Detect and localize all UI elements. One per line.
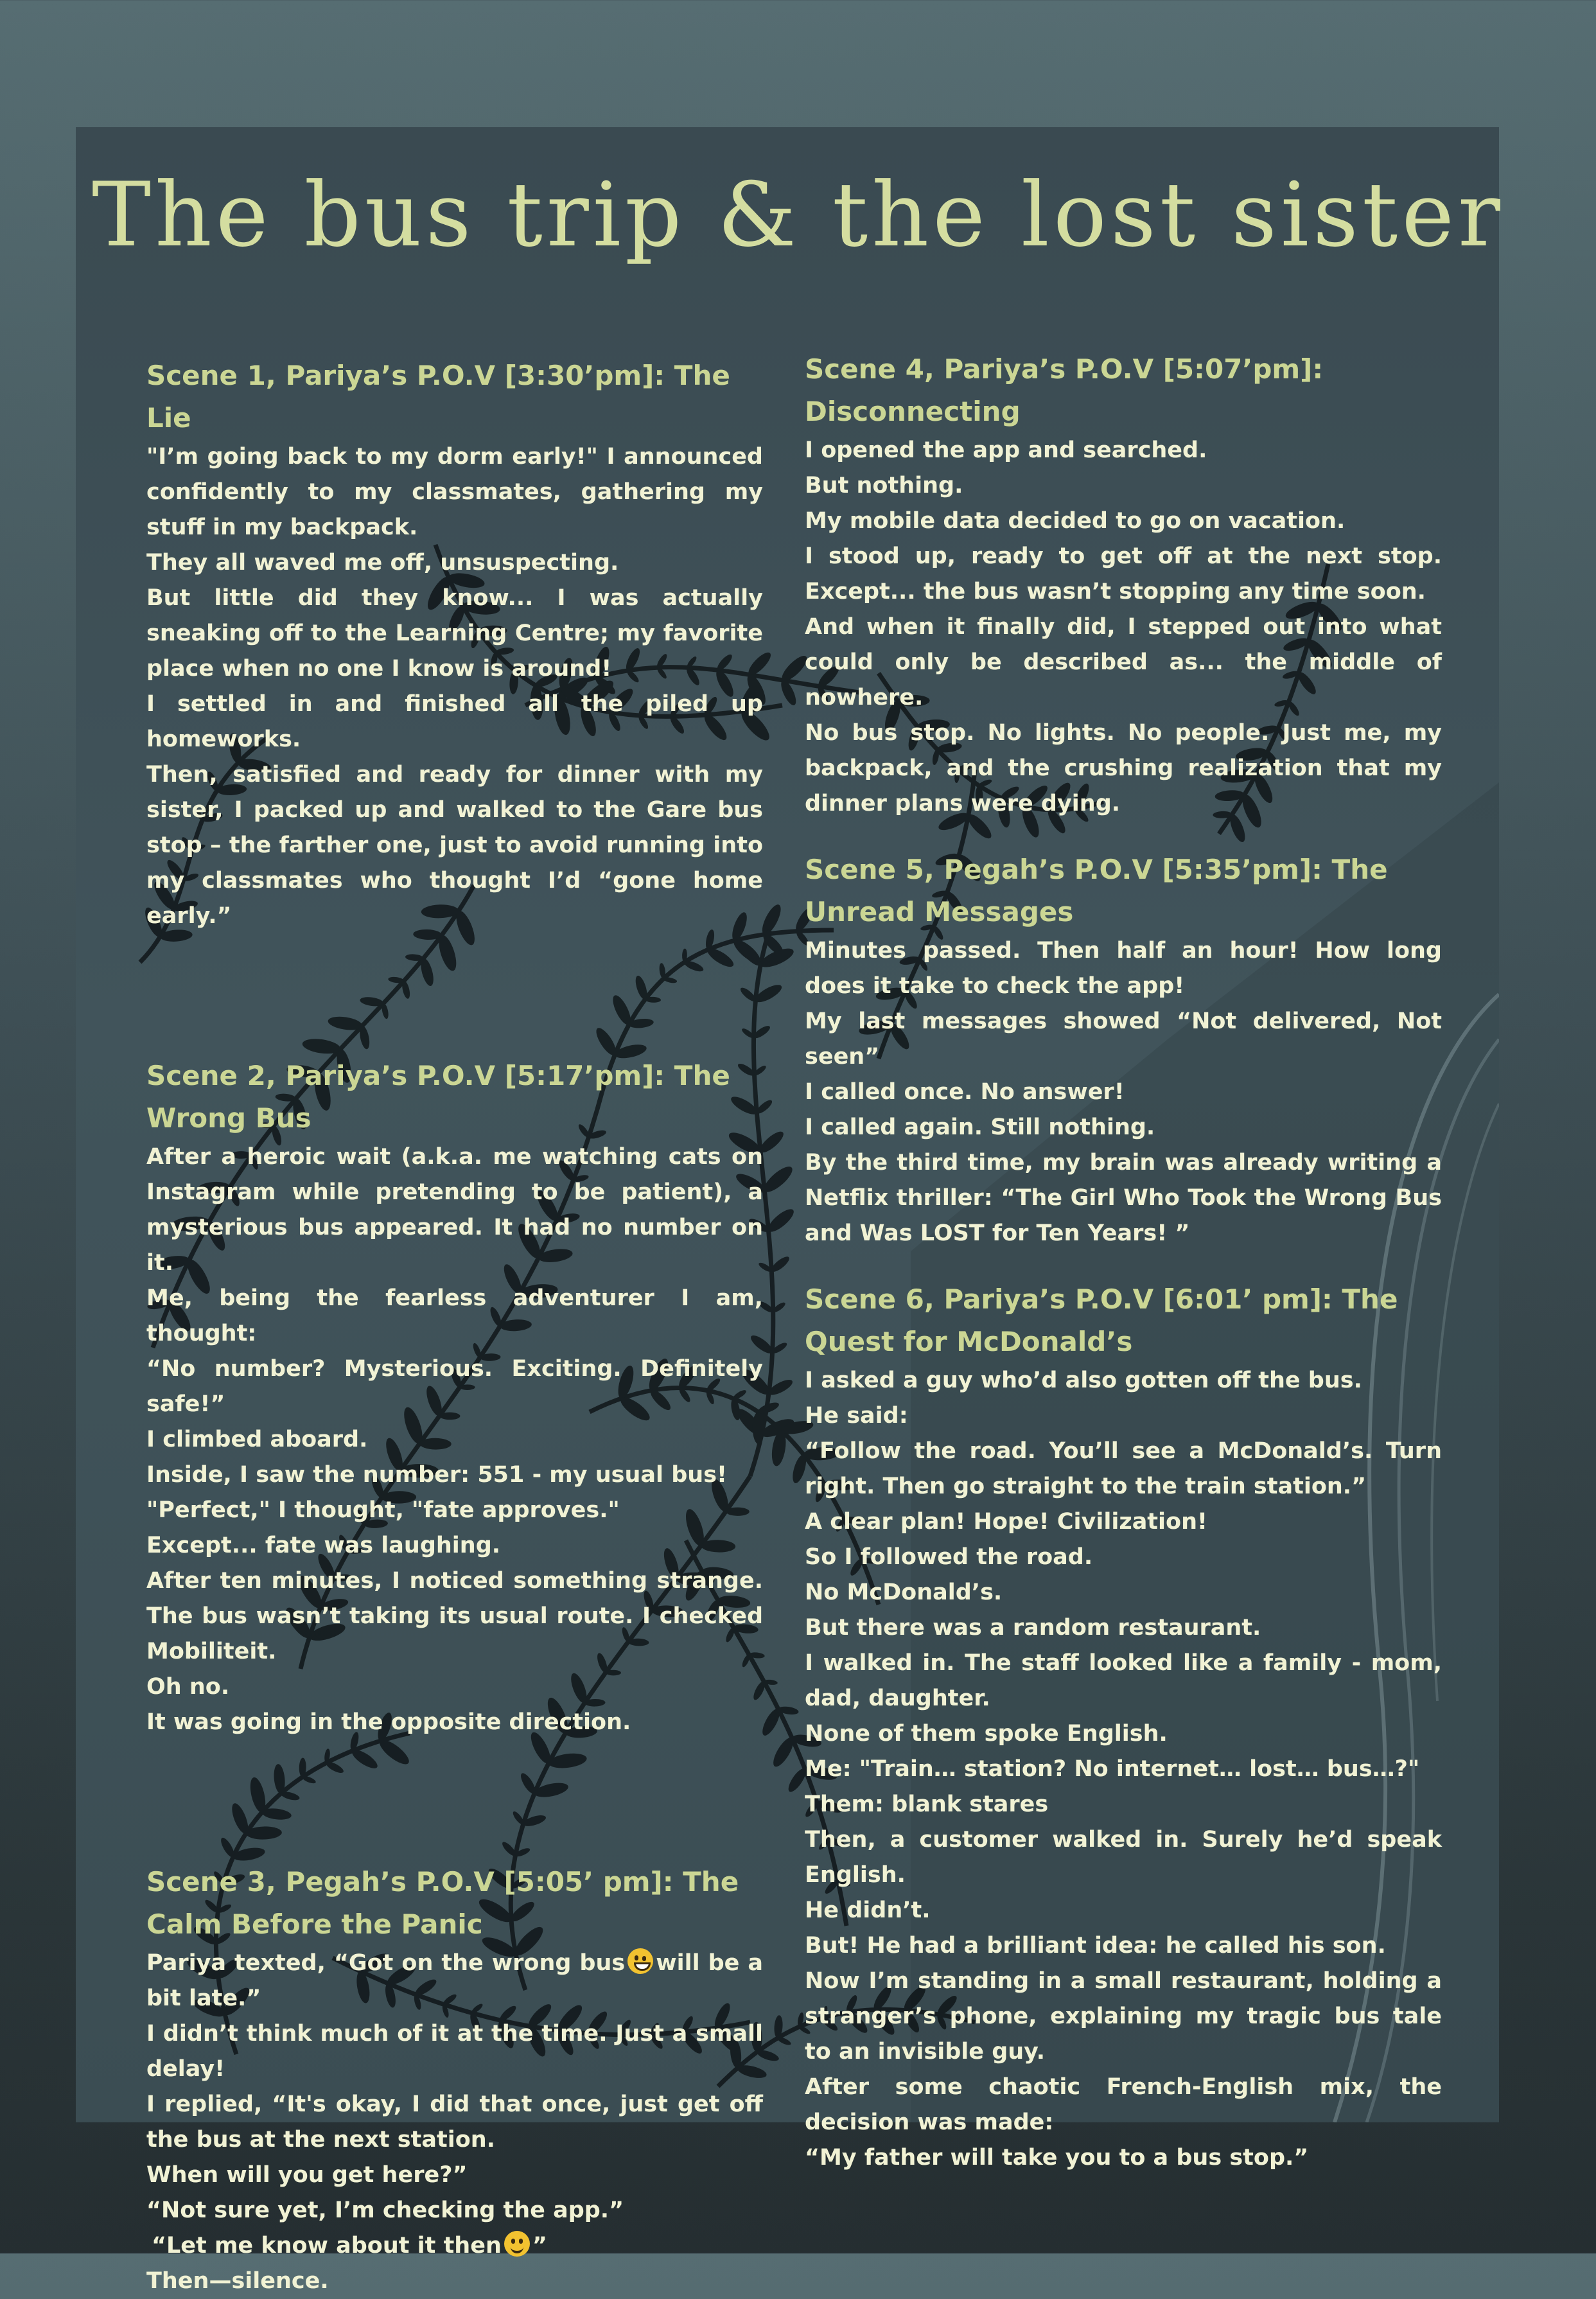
story-line: “Follow the road. You’ll see a McDonald’s. Turn right. Then go straight to the train station.” (805, 1438, 1442, 1499)
story-line: Minutes passed. Then half an hour! How long does it take to check the app! (805, 938, 1442, 999)
story-line: After a heroic wait (a.k.a. me watching cats on Instagram while pretending to be patient), a mysterious bus appeared. It had no number on it. (146, 1144, 763, 1276)
story-line: But nothing. (805, 473, 963, 498)
story-line: After some chaotic French-English mix, the decision was made: (805, 2074, 1442, 2135)
story-line: Except... fate was laughing. (146, 1533, 501, 1558)
scene-3 (146, 1861, 763, 2299)
scene-heading: Scene 6, Pariya’s P.O.V [6:01’ pm]: The Quest for McDonald’s (805, 1283, 1398, 1357)
story-line: And when it finally did, I stepped out into what could only be described as... the middle of nowhere. (805, 614, 1442, 710)
story-line: Then, satisfied and ready for dinner with my sister, I packed up and walked to the Gare bus stop – the farther one, just to avoid running into my classmates who thought I’d “gone home early.” (146, 762, 763, 929)
story-line: I called once. No answer! (805, 1079, 1125, 1105)
story-line: “No number? Mysterious. Exciting. Definitely safe!” (146, 1356, 763, 1417)
story-line: I settled in and finished all the piled up homeworks. (146, 691, 763, 752)
scene-heading: Scene 3, Pegah’s P.O.V [5:05’ pm]: The Calm Before the Panic (146, 1866, 739, 1940)
story-line: “My father will take you to a bus stop.” (805, 2145, 1309, 2171)
story-line: None of them spoke English. (805, 1721, 1168, 1747)
story-line: I asked a guy who’d also gotten off the bus. (805, 1368, 1362, 1393)
grinning-sweat-emoji-icon (627, 1948, 653, 1974)
story-line: After ten minutes, I noticed something strange. The bus wasn’t taking its usual route. I checked Mobiliteit. (146, 1568, 763, 1664)
story-line: I walked in. The staff looked like a family - mom, dad, daughter. (805, 1650, 1442, 1711)
story-line: But there was a random restaurant. (805, 1615, 1261, 1641)
page-title: The bus trip & the lost sister (92, 163, 1504, 267)
story-line: "Perfect," I thought, "fate approves." (146, 1497, 620, 1523)
story-line: Then—silence. (146, 2268, 329, 2294)
story-line: Me, being the fearless adventurer I am, thought: (146, 1285, 763, 1346)
scene-1 (146, 355, 763, 934)
story-line: "I’m going back to my dorm early!" I announced confidently to my classmates, gathering my stuff in my backpack. (146, 444, 763, 540)
scene-heading: Scene 5, Pegah’s P.O.V [5:35’pm]: The Unread Messages (805, 854, 1388, 928)
story-text: ” (532, 2233, 547, 2259)
story-line: I didn’t think much of it at the time. Just a small delay! (146, 2021, 763, 2082)
story-line: They all waved me off, unsuspecting. (146, 550, 619, 576)
scene-5 (805, 849, 1442, 1251)
story-line: He said: (805, 1403, 908, 1429)
story-line: When will you get here?” (146, 2162, 468, 2188)
scene-heading: Scene 4, Pariya’s P.O.V [5:07’pm]: Disconnecting (805, 353, 1324, 427)
scene-heading: Scene 2, Pariya’s P.O.V [5:17’pm]: The Wrong Bus (146, 1060, 730, 1134)
story-line: I climbed aboard. (146, 1427, 368, 1452)
story-line: My mobile data decided to go on vacation. (805, 508, 1346, 534)
story-line: By the third time, my brain was already writing a Netflix thriller: “The Girl Who Took the Wrong Bus and Was LOST for Ten Years! ” (805, 1150, 1442, 1246)
story-line (146, 1946, 763, 2016)
story-line: No bus stop. No lights. No people. Just me, my backpack, and the crushing realization that my dinner plans were dying. (805, 720, 1442, 816)
story-line: “Not sure yet, I’m checking the app.” (146, 2198, 624, 2223)
story-line: A clear plan! Hope! Civilization! (805, 1509, 1207, 1535)
story-line (146, 2228, 763, 2264)
scene-2 (146, 1055, 763, 1740)
story-line: It was going in the opposite direction. (146, 1709, 631, 1735)
story-line: He didn’t. (805, 1898, 931, 1923)
story-line: I opened the app and searched. (805, 437, 1207, 463)
story-line: I called again. Still nothing. (805, 1114, 1155, 1140)
right-column (805, 348, 1442, 2176)
story-line: Inside, I saw the number: 551 - my usual bus! (146, 1462, 727, 1488)
story-line: No McDonald’s. (805, 1580, 1003, 1605)
scene-6 (805, 1278, 1442, 2176)
scene-4 (805, 348, 1442, 822)
story-text: “Let me know about it then (152, 2233, 502, 2259)
story-line: So I followed the road. (805, 1544, 1093, 1570)
story-line: I replied, “It's okay, I did that once, just get off the bus at the next station. (146, 2092, 763, 2153)
story-line: Oh no. (146, 1674, 230, 1700)
story-line: I stood up, ready to get off at the next stop. Except... the bus wasn’t stopping any time soon. (805, 543, 1442, 604)
story-line: Me: "Train… station? No internet… lost… bus…?" (805, 1756, 1420, 1782)
left-column (146, 355, 763, 2299)
story-text: will be a bit late.” (146, 1950, 763, 2011)
scene-heading: Scene 1, Pariya’s P.O.V [3:30’pm]: The Lie (146, 360, 730, 434)
slightly-smiling-emoji-icon (504, 2231, 530, 2257)
story-line: But little did they know... I was actually sneaking off to the Learning Centre; my favorite place when no one I know is around! (146, 585, 763, 682)
story-line: But! He had a brilliant idea: he called his son. (805, 1933, 1386, 1959)
story-line: Them: blank stares (805, 1792, 1049, 1817)
story-line: Now I’m standing in a small restaurant, holding a stranger’s phone, explaining my tragic bus tale to an invisible guy. (805, 1968, 1442, 2065)
story-text: Pariya texted, “Got on the wrong bus (146, 1950, 626, 1976)
story-line: My last messages showed “Not delivered, Not seen” (805, 1009, 1442, 1070)
story-line: Then, a customer walked in. Surely he’d speak English. (805, 1827, 1442, 1888)
